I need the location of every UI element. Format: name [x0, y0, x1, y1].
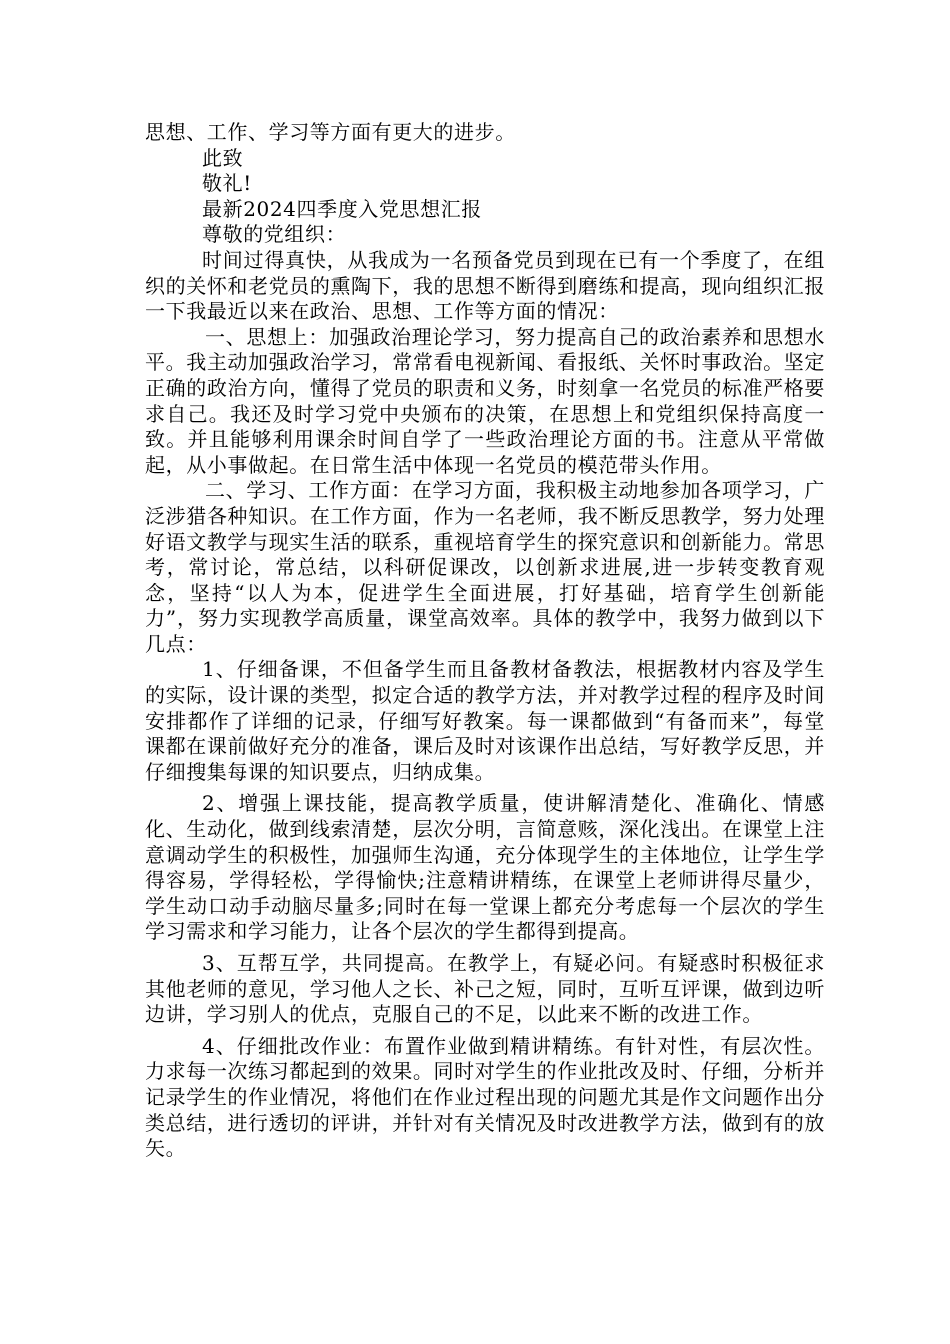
paragraph-intro: 时间过得真快，从我成为一名预备党员到现在已有一个季度了，在组织的关怀和老党员的熏陶下，我的思想不断得到磨练和提高，现向组织汇报一下我最近以来在政治、思想、工作等方面的情况：: [145, 247, 825, 324]
paragraph-section-study-work: 二、学习、工作方面：在学习方面，我积极主动地参加各项学习，广泛涉猎各种知识。在工作方面，作为一名老师，我不断反思教学，努力处理好语文教学与现实生活的联系，重视培育学生的探究意识和创新能力。常思考，常讨论，常总结，以科研促课改，以创新求进展,进一步转变教育观念，坚持“以人为本，促进学生全面进展，打好基础，培育学生创新能力”，努力实现教学高质量，课堂高效率。具体的教学中，我努力做到以下几点：: [145, 478, 825, 656]
paragraph-point-4: 4、仔细批改作业：布置作业做到精讲精练。有针对性，有层次性。力求每一次练习都起到的效果。同时对学生的作业批改及时、仔细，分析并记录学生的作业情况，将他们在作业过程出现的问题尤其是作文问题作出分类总结，进行透切的评讲，并针对有关情况及时改进教学方法，做到有的放矢。: [145, 1033, 825, 1161]
document-body: [145, 120, 825, 1162]
paragraph-salutation-cizhi: 此致: [202, 145, 244, 170]
paragraph-point-3: 3、互帮互学，共同提高。在教学上，有疑必问。有疑惑时积极征求其他老师的意见，学习他人之长、补己之短，同时，互听互评课，做到边听边讲，学习别人的优点，克服自己的不足，以此来不断的改进工作。: [145, 951, 825, 1027]
paragraph-closing-sentence: 思想、工作、学习等方面有更大的进步。: [145, 120, 516, 144]
paragraph-point-2: 2、增强上课技能，提高教学质量，使讲解清楚化、准确化、情感化、生动化，做到线索清楚，层次分明，言简意赅，深化浅出。在课堂上注意调动学生的积极性，加强师生沟通，充分体现学生的主体地位，让学生学得容易，学得轻松，学得愉快;注意精讲精练，在课堂上老师讲得尽量少，学生动口动手动脑尽量多;同时在每一堂课上都充分考虑每一个层次的学生学习需求和学习能力，让各个层次的学生都得到提高。: [145, 791, 825, 944]
paragraph-section-thought: 一、思想上：加强政治理论学习，努力提高自己的政治素养和思想水平。我主动加强政治学习，常常看电视新闻、看报纸、关怀时事政治。坚定正确的政治方向，懂得了党员的职责和义务，时刻拿一名党员的标准严格要求自己。我还及时学习党中央颁布的决策，在思想上和党组织保持高度一致。并且能够利用课余时间自学了一些政治理论方面的书。注意从平常做起，从小事做起。在日常生活中体现一名党员的模范带头作用。: [145, 324, 825, 477]
paragraph-point-1: 1、仔细备课，不但备学生而且备教材备教法，根据教材内容及学生的实际，设计课的类型，拟定合适的教学方法，并对教学过程的程序及时间安排都作了详细的记录，仔细写好教案。每一课都做到“有备而来”，每堂课都在课前做好充分的准备，课后及时对该课作出总结，写好教学反思，并仔细搜集每课的知识要点，归纳成集。: [145, 657, 825, 784]
report-title: 最新2024四季度入党思想汇报: [202, 196, 482, 221]
paragraph-salutation-jingli: 敬礼!: [202, 171, 252, 196]
paragraph-greeting: 尊敬的党组织：: [202, 222, 347, 247]
